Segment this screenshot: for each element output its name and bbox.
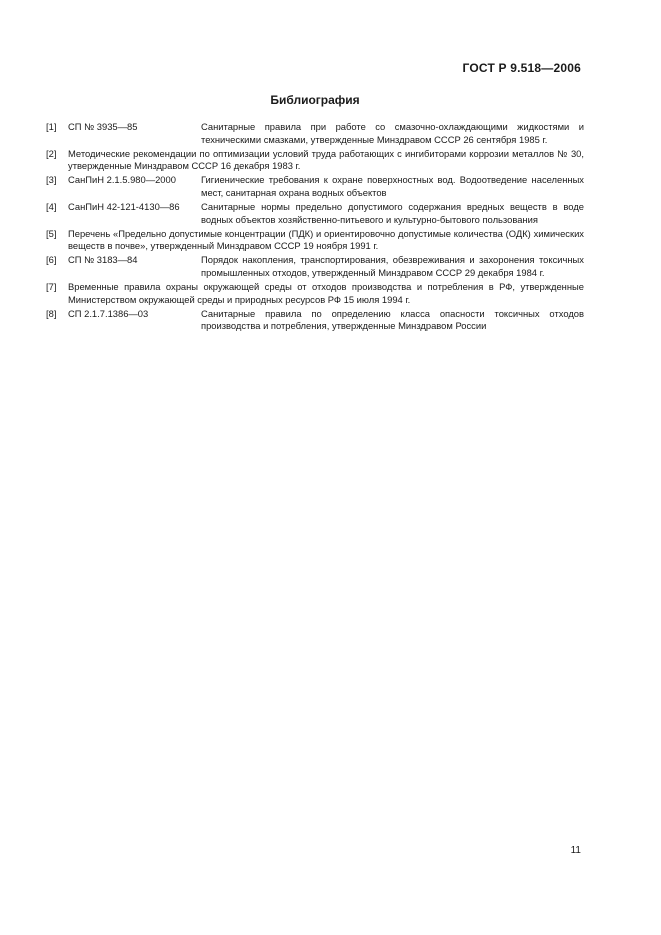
bibliography-entry bbox=[46, 174, 584, 199]
entry-reference: СП № 3183—84 bbox=[68, 254, 138, 266]
bibliography-list bbox=[46, 121, 584, 335]
entry-number: [2] bbox=[46, 147, 57, 159]
section-title: Библиография bbox=[270, 93, 360, 107]
entry-number: [7] bbox=[46, 281, 57, 293]
bibliography-entry bbox=[46, 308, 584, 333]
bibliography-entry bbox=[46, 148, 584, 173]
bibliography-entry bbox=[46, 281, 584, 306]
entry-reference: СанПиН 42-121-4130—86 bbox=[68, 201, 180, 213]
entry-number: [4] bbox=[46, 201, 57, 213]
entry-text: Временные правила охраны окружающей среды от отходов производства и потребления в РФ, утвержденные Министерством окружающей среды и природных ресурсов РФ 15 июля 1994 г. bbox=[68, 281, 584, 305]
entry-number: [3] bbox=[46, 174, 57, 186]
page-number: 11 bbox=[570, 845, 581, 856]
entry-text: Санитарные правила при работе со смазочно-охлаждающими жидкостями и техническими смазками, утвержденные Минздравом СССР 26 сентября 1985 г. bbox=[201, 121, 584, 145]
entry-text: Гигиенические требования к охране поверхностных вод. Водоотведение населенных мест, санитарная охрана водных объектов bbox=[201, 174, 584, 198]
entry-number: [6] bbox=[46, 254, 57, 266]
entry-text: Порядок накопления, транспортирования, обезвреживания и захоронения токсичных промышленных отходов, утвержденный Минздравом СССР 29 декабря 1984 г. bbox=[201, 254, 584, 279]
entry-text: Санитарные нормы предельно допустимого содержания вредных веществ в воде водных объектов хозяйственно-питьевого и культурно-бытового пользования bbox=[201, 201, 584, 225]
entry-text: Санитарные правила по определению класса опасности токсичных отходов производства и потребления, утвержденные Минздравом России bbox=[201, 307, 584, 332]
bibliography-entry bbox=[46, 121, 584, 146]
entry-number: [5] bbox=[46, 227, 57, 239]
entry-reference: СанПиН 2.1.5.980—2000 bbox=[68, 174, 176, 186]
entry-reference: СП № 3935—85 bbox=[68, 121, 138, 132]
entry-number: [8] bbox=[46, 307, 57, 319]
document-code: ГОСТ Р 9.518—2006 bbox=[462, 61, 581, 75]
bibliography-entry bbox=[46, 228, 584, 253]
entry-text: Перечень «Предельно допустимые концентрации (ПДК) и ориентировочно допустимые количества (ОДК) химических веществ в почве», утвержденный Минздравом СССР 19 ноября 1991 г. bbox=[68, 227, 584, 252]
entry-text: Методические рекомендации по оптимизации условий труда работающих с ингибиторами коррозии металлов № 30, утвержденные Минздравом СССР 16 декабря 1983 г. bbox=[68, 147, 584, 172]
entry-number: [1] bbox=[46, 121, 57, 132]
entry-reference: СП 2.1.7.1386—03 bbox=[68, 307, 149, 319]
bibliography-entry bbox=[46, 254, 584, 279]
bibliography-entry bbox=[46, 201, 584, 226]
